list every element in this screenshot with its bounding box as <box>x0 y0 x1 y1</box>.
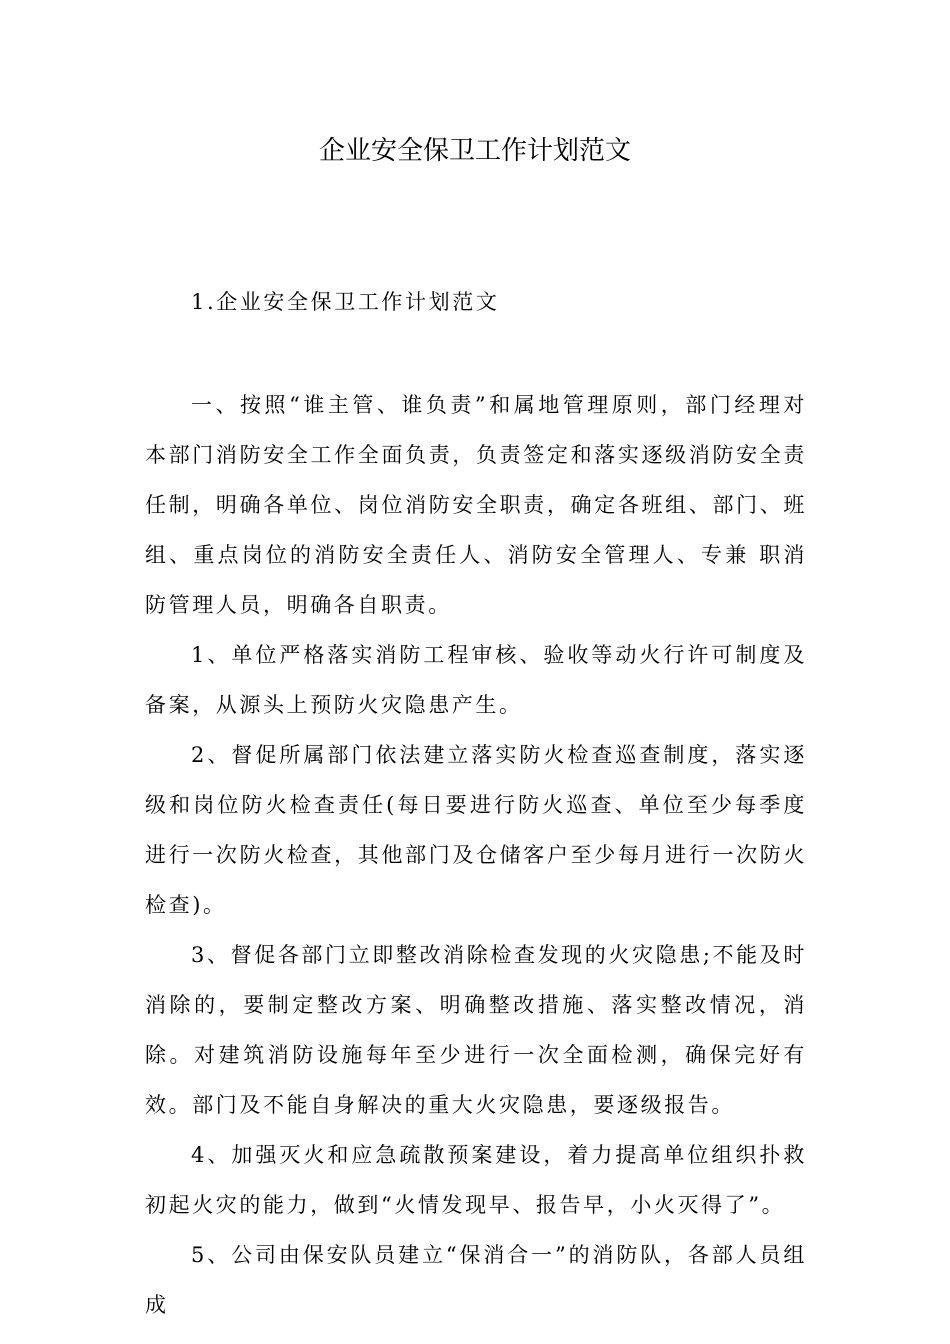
paragraph-item-3: 3、督促各部门立即整改消除检查发现的火灾隐患;不能及时消除的，要制定整改方案、明确整改措施、落实整改情况，消除。对建筑消防设施每年至少进行一次全面检测，确保完好有效。部门及不能自身解决的重大火灾隐患，要逐级报告。 <box>145 943 807 1117</box>
document-title: 企业安全保卫工作计划范文 <box>318 136 631 166</box>
paragraph-item-5: 5、公司由保安队员建立“保消合一”的消防队，各部人员组成 <box>145 1243 807 1317</box>
paragraph-item-4: 4、加强灭火和应急疏散预案建设，着力提高单位组织扑救初起火灾的能力，做到“火情发现早、报告早，小火灭得了”。 <box>145 1143 807 1217</box>
paragraph-item-2: 2、督促所属部门依法建立落实防火检查巡查制度，落实逐级和岗位防火检查责任(每日要进行防火巡查、单位至少每季度进行一次防火检查，其他部门及仓储客户至少每月进行一次防火检查)。 <box>145 743 807 917</box>
document-body <box>145 380 807 1330</box>
paragraph-principles: 一、按照“谁主管、谁负责”和属地管理原则，部门经理对本部门消防安全工作全面负责，负责签定和落实逐级消防安全责任制，明确各单位、岗位消防安全职责，确定各班组、部门、班组、重点岗位的消防安全责任人、消防安全管理人、专兼 职消防管理人员，明确各自职责。 <box>145 393 807 617</box>
section-heading: 1.企业安全保卫工作计划范文 <box>191 290 500 314</box>
paragraph-item-1: 1、单位严格落实消防工程审核、验收等动火行许可制度及备案，从源头上预防火灾隐患产生。 <box>145 643 807 717</box>
